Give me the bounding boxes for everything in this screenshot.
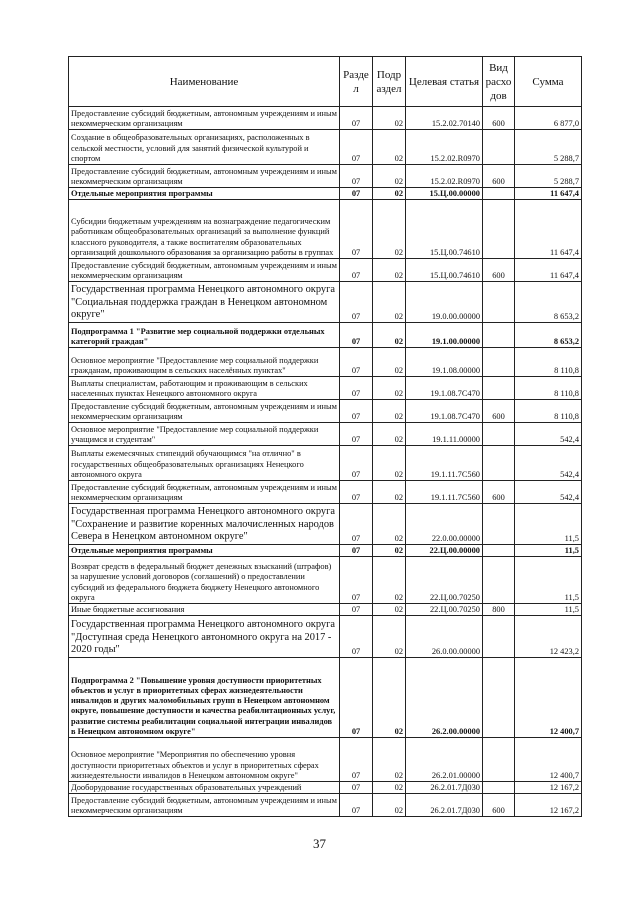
row-section: 07	[340, 165, 373, 188]
row-target: 22.0.00.00000	[406, 504, 483, 545]
table-row	[69, 188, 582, 200]
row-target: 15.2.02.R0970	[406, 165, 483, 188]
row-subsection: 02	[373, 504, 406, 545]
row-section: 07	[340, 481, 373, 504]
row-section: 07	[340, 107, 373, 130]
row-name: Предоставление субсидий бюджетным, автономным учреждениям и иным некоммерческим организациям	[69, 794, 340, 817]
row-target: 19.0.00.00000	[406, 282, 483, 323]
row-section: 07	[340, 794, 373, 817]
row-subsection: 02	[373, 259, 406, 282]
row-name: Предоставление субсидий бюджетным, автономным учреждениям и иным некоммерческим организациям	[69, 400, 340, 423]
row-name: Подпрограмма 1 "Развитие мер социальной поддержки отдельных категорий граждан"	[69, 323, 340, 348]
row-section: 07	[340, 188, 373, 200]
table-row	[69, 400, 582, 423]
row-subsection: 02	[373, 165, 406, 188]
row-sum: 11 647,4	[515, 259, 582, 282]
row-name: Основное мероприятие "Предоставление мер социальной поддержки учащимся и студентам"	[69, 423, 340, 446]
row-name: Государственная программа Ненецкого автономного округа "Социальная поддержка граждан в Ненецком автономном округе"	[69, 282, 340, 323]
row-section: 07	[340, 282, 373, 323]
row-type: 600	[483, 794, 515, 817]
row-section: 07	[340, 400, 373, 423]
table-row	[69, 282, 582, 323]
row-section: 07	[340, 504, 373, 545]
row-target: 22.Ц.00.70250	[406, 557, 483, 604]
row-type: 800	[483, 604, 515, 616]
row-subsection: 02	[373, 348, 406, 377]
row-subsection: 02	[373, 282, 406, 323]
row-type	[483, 130, 515, 165]
row-type	[483, 323, 515, 348]
row-target: 19.1.00.00000	[406, 323, 483, 348]
table-row	[69, 130, 582, 165]
row-target: 19.1.08.7С470	[406, 400, 483, 423]
row-target: 22.Ц.00.70250	[406, 604, 483, 616]
row-name: Государственная программа Ненецкого автономного округа "Сохранение и развитие коренных малочисленных народов Севера в Ненецком автономном округе"	[69, 504, 340, 545]
row-sum: 12 400,7	[515, 658, 582, 738]
page-number: 37	[313, 836, 326, 851]
header-target: Целевая статья	[406, 57, 483, 107]
table-row	[69, 557, 582, 604]
row-target: 15.2.02.70140	[406, 107, 483, 130]
row-subsection: 02	[373, 107, 406, 130]
table-row	[69, 604, 582, 616]
row-section: 07	[340, 616, 373, 658]
row-name: Предоставление субсидий бюджетным, автономным учреждениям и иным некоммерческим организациям	[69, 107, 340, 130]
header-section: Разде л	[340, 57, 373, 107]
row-subsection: 02	[373, 423, 406, 446]
row-sum: 12 167,2	[515, 782, 582, 794]
table-row	[69, 738, 582, 782]
row-subsection: 02	[373, 604, 406, 616]
row-type	[483, 200, 515, 259]
row-target: 26.2.01.7Д030	[406, 794, 483, 817]
budget-table	[68, 56, 582, 817]
table-row	[69, 616, 582, 658]
row-sum: 11 647,4	[515, 200, 582, 259]
row-type	[483, 282, 515, 323]
row-sum: 11 647,4	[515, 188, 582, 200]
row-name: Предоставление субсидий бюджетным, автономным учреждениям и иным некоммерческим организациям	[69, 259, 340, 282]
row-section: 07	[340, 545, 373, 557]
table-row	[69, 200, 582, 259]
row-section: 07	[340, 200, 373, 259]
row-target: 26.2.01.7Д030	[406, 782, 483, 794]
row-sum: 11,5	[515, 545, 582, 557]
row-type	[483, 446, 515, 481]
row-section: 07	[340, 604, 373, 616]
table-row	[69, 348, 582, 377]
row-sum: 8 110,8	[515, 377, 582, 400]
row-type	[483, 188, 515, 200]
row-name: Предоставление субсидий бюджетным, автономным учреждениям и иным некоммерческим организациям	[69, 165, 340, 188]
row-type	[483, 738, 515, 782]
row-section: 07	[340, 738, 373, 782]
row-name: Иные бюджетные ассигнования	[69, 604, 340, 616]
row-section: 07	[340, 423, 373, 446]
row-name: Отдельные мероприятия программы	[69, 188, 340, 200]
row-name: Создание в общеобразовательных организациях, расположенных в сельской местности, условий для занятий физической культурой и спортом	[69, 130, 340, 165]
row-target: 22.Ц.00.00000	[406, 545, 483, 557]
row-subsection: 02	[373, 545, 406, 557]
row-sum: 542,4	[515, 446, 582, 481]
row-section: 07	[340, 348, 373, 377]
row-name: Дооборудование государственных образовательных учреждений	[69, 782, 340, 794]
row-type: 600	[483, 259, 515, 282]
row-target: 15.Ц.00.00000	[406, 188, 483, 200]
row-name: Выплаты специалистам, работающим и проживающим в сельских населенных пунктах Ненецкого автономного округа	[69, 377, 340, 400]
row-sum: 5 288,7	[515, 165, 582, 188]
row-name: Основное мероприятие "Мероприятия по обеспечению уровня доступности приоритетных объектов и услуг в приоритетных сферах жизнедеятельности инвалидов в Ненецком автономном округе"	[69, 738, 340, 782]
row-name: Основное мероприятие "Предоставление мер социальной поддержки гражданам, проживающим в сельских населённых пунктах"	[69, 348, 340, 377]
row-target: 19.1.11.00000	[406, 423, 483, 446]
row-sum: 11,5	[515, 557, 582, 604]
header-sum: Сумма	[515, 57, 582, 107]
table-row	[69, 423, 582, 446]
row-sum: 6 877,0	[515, 107, 582, 130]
row-section: 07	[340, 377, 373, 400]
row-section: 07	[340, 782, 373, 794]
row-subsection: 02	[373, 377, 406, 400]
header-name: Наименование	[69, 57, 340, 107]
header-subsection: Подр аздел	[373, 57, 406, 107]
row-name: Отдельные мероприятия программы	[69, 545, 340, 557]
row-section: 07	[340, 557, 373, 604]
row-subsection: 02	[373, 616, 406, 658]
row-name: Предоставление субсидий бюджетным, автономным учреждениям и иным некоммерческим организациям	[69, 481, 340, 504]
row-subsection: 02	[373, 400, 406, 423]
row-subsection: 02	[373, 481, 406, 504]
row-type: 600	[483, 400, 515, 423]
row-subsection: 02	[373, 557, 406, 604]
row-sum: 12 423,2	[515, 616, 582, 658]
row-subsection: 02	[373, 130, 406, 165]
row-target: 15.2.02.R0970	[406, 130, 483, 165]
row-type	[483, 377, 515, 400]
row-type	[483, 423, 515, 446]
header-type: Вид расхо дов	[483, 57, 515, 107]
row-target: 15.Ц.00.74610	[406, 200, 483, 259]
row-sum: 8 110,8	[515, 348, 582, 377]
row-section: 07	[340, 446, 373, 481]
row-sum: 12 167,2	[515, 794, 582, 817]
row-sum: 11,5	[515, 604, 582, 616]
row-section: 07	[340, 323, 373, 348]
row-sum: 8 653,2	[515, 323, 582, 348]
table-row	[69, 504, 582, 545]
table-header-row	[69, 57, 582, 107]
row-target: 19.1.11.7С560	[406, 481, 483, 504]
row-subsection: 02	[373, 323, 406, 348]
row-section: 07	[340, 658, 373, 738]
table-row	[69, 165, 582, 188]
row-sum: 542,4	[515, 481, 582, 504]
row-name: Подпрограмма 2 "Повышение уровня доступности приоритетных объектов и услуг в приоритетных сферах жизнедеятельности инвалидов и других маломобильных групп в Ненецком автономном округе, повышение доступности и качества реабилитационных услуг, развитие системы реабилитации социальной интеграции инвалидов в Ненецком автономном округе"	[69, 658, 340, 738]
row-type	[483, 504, 515, 545]
row-subsection: 02	[373, 188, 406, 200]
row-section: 07	[340, 259, 373, 282]
table-row	[69, 259, 582, 282]
table-row	[69, 107, 582, 130]
row-sum: 542,4	[515, 423, 582, 446]
row-name: Государственная программа Ненецкого автономного округа "Доступная среда Ненецкого автономного округа на 2017 - 2020 годы"	[69, 616, 340, 658]
row-sum: 8 110,8	[515, 400, 582, 423]
row-type: 600	[483, 107, 515, 130]
table-row	[69, 377, 582, 400]
row-sum: 12 400,7	[515, 738, 582, 782]
row-type	[483, 616, 515, 658]
row-target: 26.2.01.00000	[406, 738, 483, 782]
row-subsection: 02	[373, 658, 406, 738]
table-row	[69, 782, 582, 794]
row-target: 19.1.08.00000	[406, 348, 483, 377]
row-subsection: 02	[373, 782, 406, 794]
row-sum: 8 653,2	[515, 282, 582, 323]
row-name: Выплаты ежемесячных стипендий обучающимся "на отлично" в государственных общеобразовательных организациях Ненецкого автономного округа	[69, 446, 340, 481]
row-subsection: 02	[373, 200, 406, 259]
table-row	[69, 658, 582, 738]
row-type	[483, 557, 515, 604]
row-target: 15.Ц.00.74610	[406, 259, 483, 282]
row-name: Субсидии бюджетным учреждениям на вознаграждение педагогическим работникам общеобразовательных организаций за выполнение функций классного руководителя, а также воспитателям образовательных организаций дошкольного образования за организацию работы в группах	[69, 200, 340, 259]
row-subsection: 02	[373, 738, 406, 782]
table-row	[69, 545, 582, 557]
row-section: 07	[340, 130, 373, 165]
row-type: 600	[483, 481, 515, 504]
row-target: 26.2.00.00000	[406, 658, 483, 738]
row-sum: 5 288,7	[515, 130, 582, 165]
table-row	[69, 323, 582, 348]
row-subsection: 02	[373, 794, 406, 817]
table-row	[69, 446, 582, 481]
row-type	[483, 782, 515, 794]
row-type	[483, 348, 515, 377]
table-row	[69, 794, 582, 817]
table-body	[69, 107, 582, 817]
row-target: 19.1.11.7С560	[406, 446, 483, 481]
table-row	[69, 481, 582, 504]
row-subsection: 02	[373, 446, 406, 481]
row-type	[483, 658, 515, 738]
row-target: 19.1.08.7С470	[406, 377, 483, 400]
row-type: 600	[483, 165, 515, 188]
row-sum: 11,5	[515, 504, 582, 545]
row-name: Возврат средств в федеральный бюджет денежных взысканий (штрафов) за нарушение условий договоров (соглашений) о предоставлении субсидий из федерального бюджета бюджету Ненецкого автономного округа	[69, 557, 340, 604]
row-target: 26.0.00.00000	[406, 616, 483, 658]
row-type	[483, 545, 515, 557]
